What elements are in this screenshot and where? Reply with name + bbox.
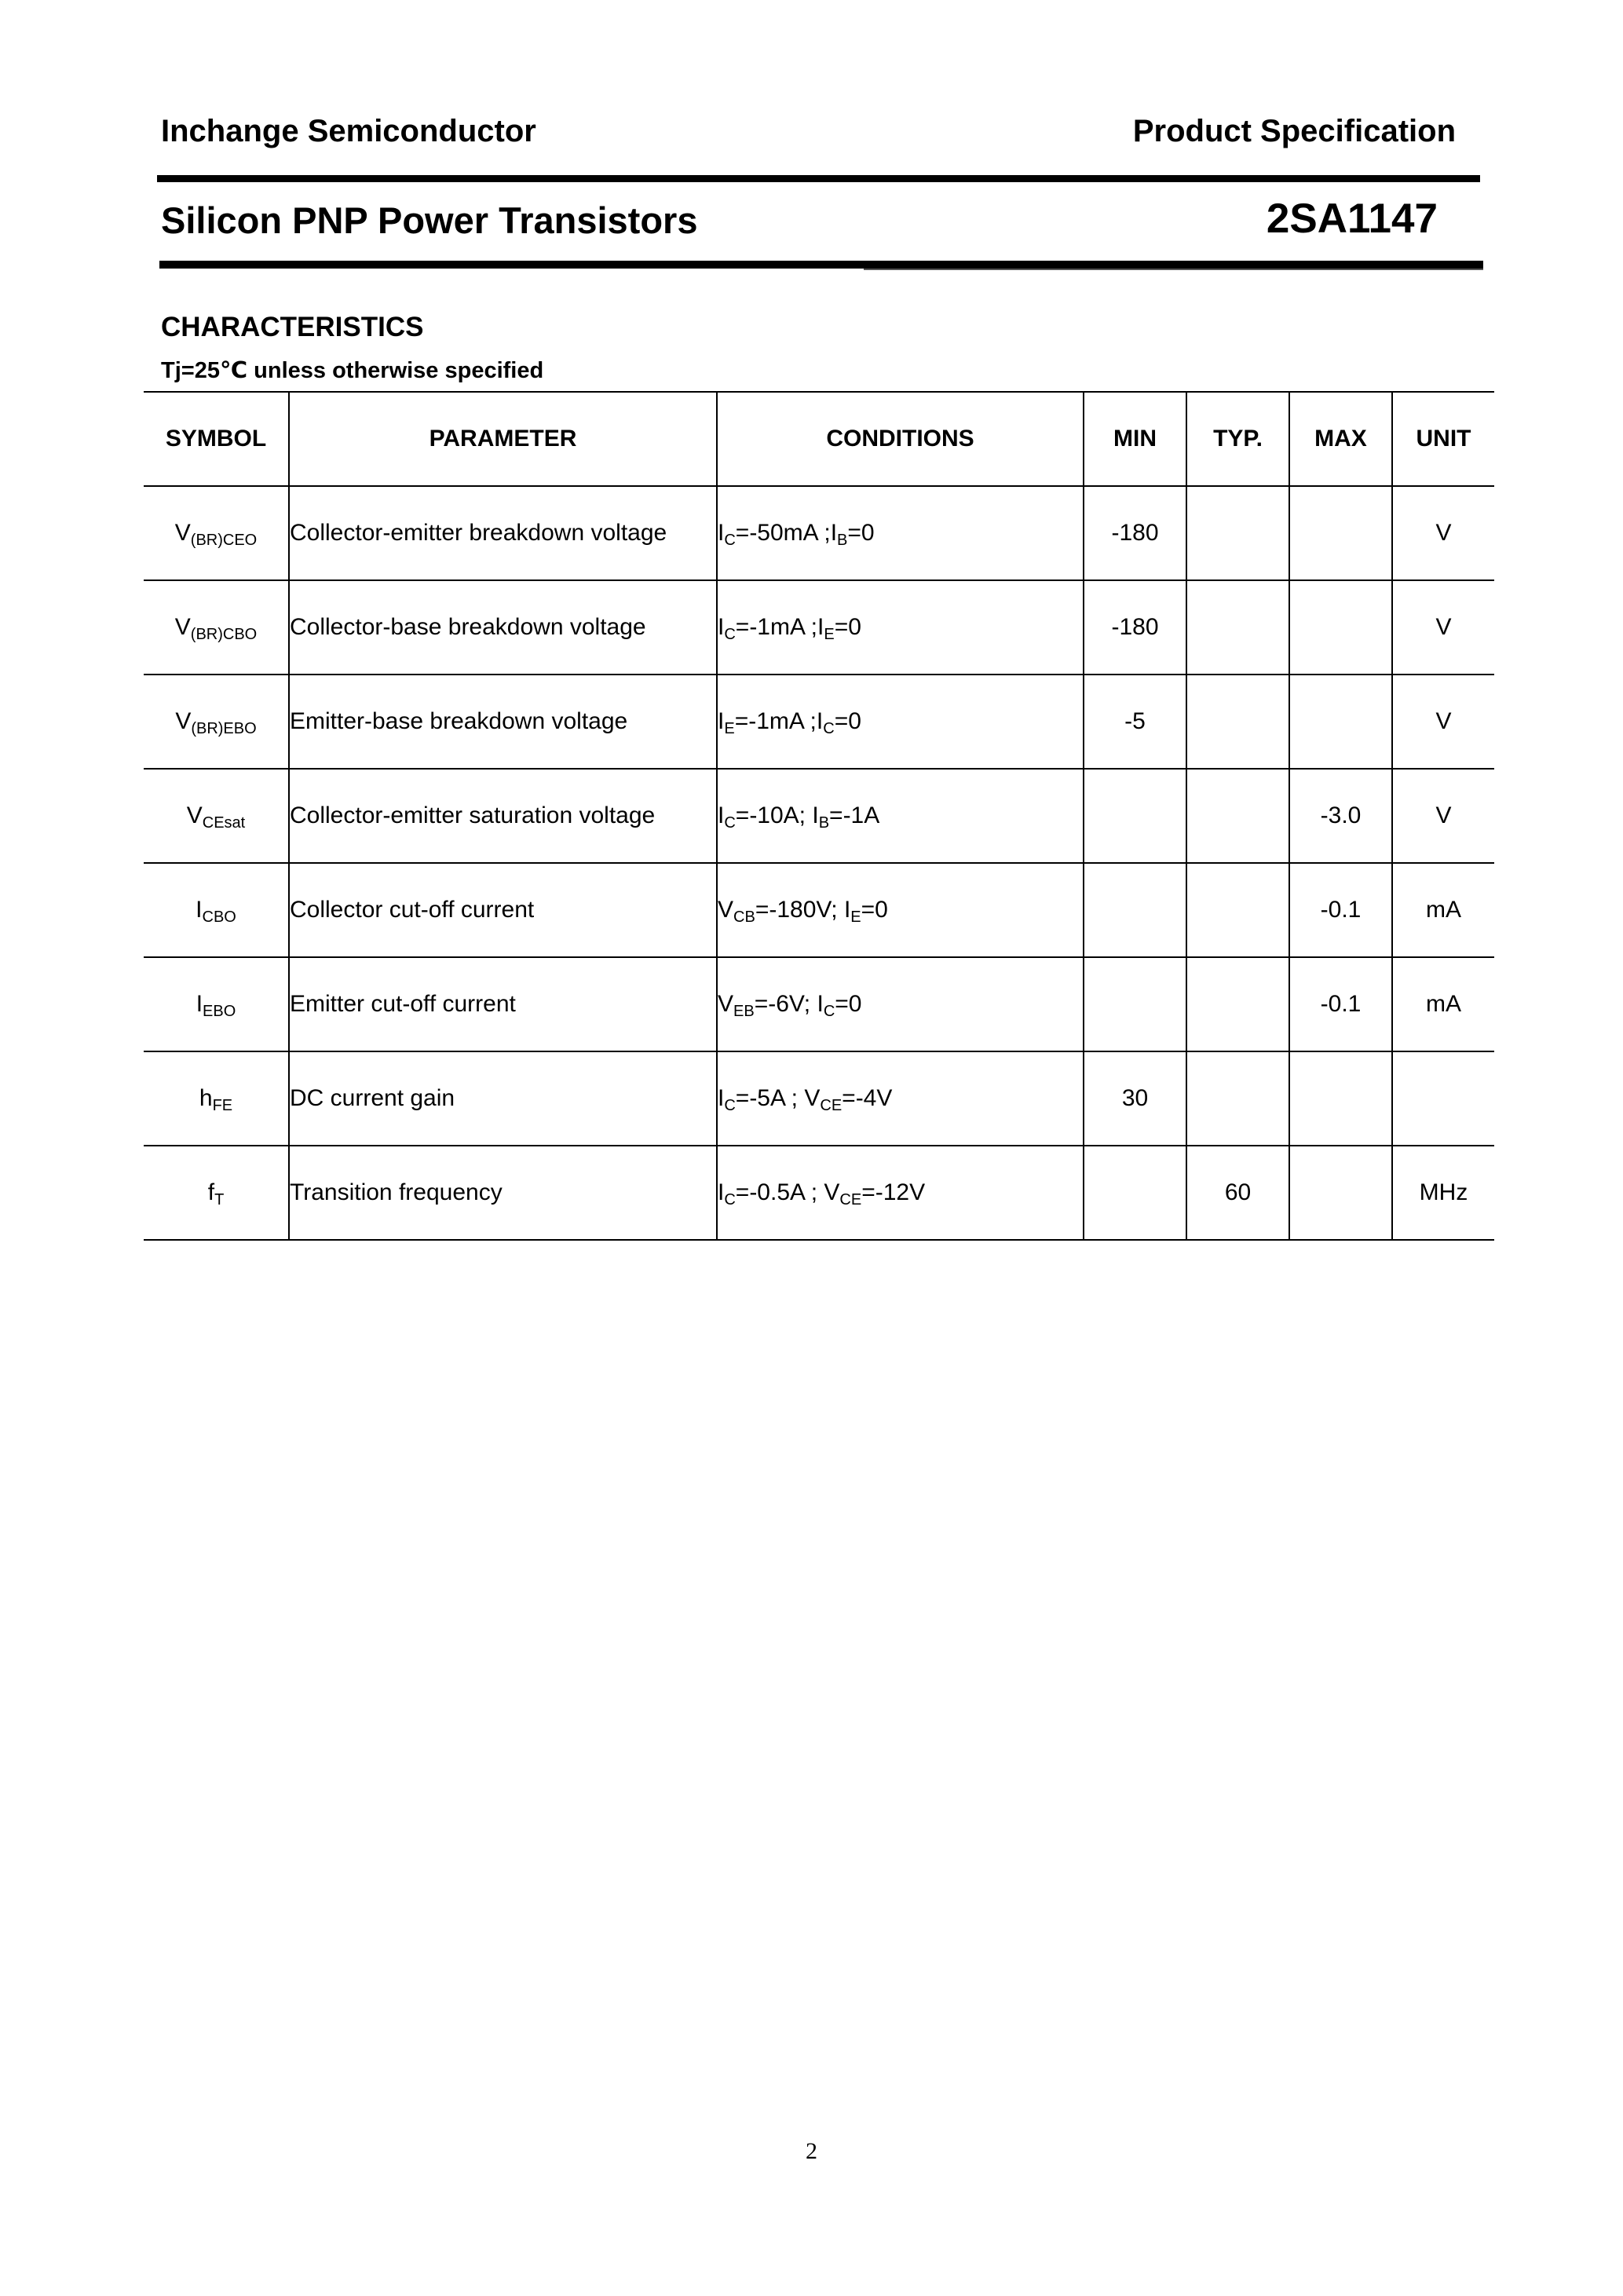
symbol-cell: $V_{(BR)CEO}$ — [144, 486, 289, 580]
min-cell: -180 — [1084, 486, 1186, 580]
product-line-title: Silicon PNP Power Transistors — [161, 199, 698, 241]
max-cell — [1289, 675, 1392, 769]
conditions-cell: $I_C=-10A$; $I_B=-1A$ — [717, 769, 1084, 863]
section-title: CHARACTERISTICS — [161, 312, 424, 342]
conditions-cell: $I_C=-5A$ ; $V_{CE}=-4V$ — [717, 1051, 1084, 1146]
unit-cell: V — [1392, 580, 1494, 675]
part-number: 2SA1147 — [1266, 196, 1438, 242]
table-row — [144, 769, 1494, 863]
table-row — [144, 675, 1494, 769]
typ-cell: 60 — [1186, 1146, 1289, 1240]
symbol-cell: $V_{CEsat}$ — [144, 769, 289, 863]
unit-cell — [1392, 1051, 1494, 1146]
column-header-unit: UNIT — [1392, 392, 1494, 486]
parameter-cell: Collector-emitter breakdown voltage — [289, 486, 717, 580]
min-cell — [1084, 769, 1186, 863]
min-cell: 30 — [1084, 1051, 1186, 1146]
typ-cell — [1186, 675, 1289, 769]
parameter-cell: DC current gain — [289, 1051, 717, 1146]
symbol-cell: $V_{(BR)CBO}$ — [144, 580, 289, 675]
conditions-cell: $V_{CB}=-180V$; $I_E=0$ — [717, 863, 1084, 957]
typ-cell — [1186, 769, 1289, 863]
characteristics-table — [144, 391, 1494, 1241]
symbol-cell: $I_{CBO}$ — [144, 863, 289, 957]
conditions-cell: $I_E=-1mA$ $;I_C=0$ — [717, 675, 1084, 769]
table-row — [144, 957, 1494, 1051]
header-rule-bottom — [159, 261, 1483, 269]
min-cell — [1084, 1146, 1186, 1240]
parameter-cell: Collector cut-off current — [289, 863, 717, 957]
max-cell: -3.0 — [1289, 769, 1392, 863]
column-header-symbol: SYMBOL — [144, 392, 289, 486]
column-header-conditions: CONDITIONS — [717, 392, 1084, 486]
table-row — [144, 486, 1494, 580]
symbol-cell: $f_T$ — [144, 1146, 289, 1240]
conditions-cell: $I_C=-1mA$ $;I_E=0$ — [717, 580, 1084, 675]
symbol-cell: $I_{EBO}$ — [144, 957, 289, 1051]
conditions-cell: $I_C=-0.5A$ ; $V_{CE}=-12V$ — [717, 1146, 1084, 1240]
unit-cell: V — [1392, 675, 1494, 769]
typ-cell — [1186, 957, 1289, 1051]
min-cell: -5 — [1084, 675, 1186, 769]
max-cell — [1289, 1146, 1392, 1240]
max-cell — [1289, 486, 1392, 580]
column-header-typ: TYP. — [1186, 392, 1289, 486]
table-row — [144, 580, 1494, 675]
table-row — [144, 1146, 1494, 1240]
conditions-cell: $V_{EB}=-6V$; $I_C=0$ — [717, 957, 1084, 1051]
parameter-cell: Emitter-base breakdown voltage — [289, 675, 717, 769]
table-row — [144, 863, 1494, 957]
parameter-cell: Collector-emitter saturation voltage — [289, 769, 717, 863]
conditions-cell: $I_C=-50mA$ $;I_B=0$ — [717, 486, 1084, 580]
min-cell — [1084, 957, 1186, 1051]
min-cell — [1084, 863, 1186, 957]
typ-cell — [1186, 486, 1289, 580]
company-name: Inchange Semiconductor — [161, 114, 536, 148]
header-rule-top — [157, 175, 1480, 182]
table-row — [144, 1051, 1494, 1146]
typ-cell — [1186, 580, 1289, 675]
document-type: Product Specification — [1132, 114, 1456, 148]
symbol-cell: $h_{FE}$ — [144, 1051, 289, 1146]
unit-cell: V — [1392, 486, 1494, 580]
max-cell: -0.1 — [1289, 863, 1392, 957]
page-number: 2 — [806, 2138, 817, 2164]
symbol-cell: $V_{(BR)EBO}$ — [144, 675, 289, 769]
unit-cell: V — [1392, 769, 1494, 863]
parameter-cell: Transition frequency — [289, 1146, 717, 1240]
unit-cell: MHz — [1392, 1146, 1494, 1240]
typ-cell — [1186, 863, 1289, 957]
min-cell: -180 — [1084, 580, 1186, 675]
parameter-cell: Emitter cut-off current — [289, 957, 717, 1051]
header-rule-bottom-fine — [864, 269, 1483, 270]
parameter-cell: Collector-base breakdown voltage — [289, 580, 717, 675]
table-header-row — [144, 392, 1494, 486]
max-cell — [1289, 1051, 1392, 1146]
column-header-max: MAX — [1289, 392, 1392, 486]
typ-cell — [1186, 1051, 1289, 1146]
unit-cell: mA — [1392, 863, 1494, 957]
section-subtitle: Tj=25℃ unless otherwise specified — [161, 358, 544, 383]
column-header-min: MIN — [1084, 392, 1186, 486]
max-cell — [1289, 580, 1392, 675]
max-cell: -0.1 — [1289, 957, 1392, 1051]
column-header-parameter: PARAMETER — [289, 392, 717, 486]
unit-cell: mA — [1392, 957, 1494, 1051]
